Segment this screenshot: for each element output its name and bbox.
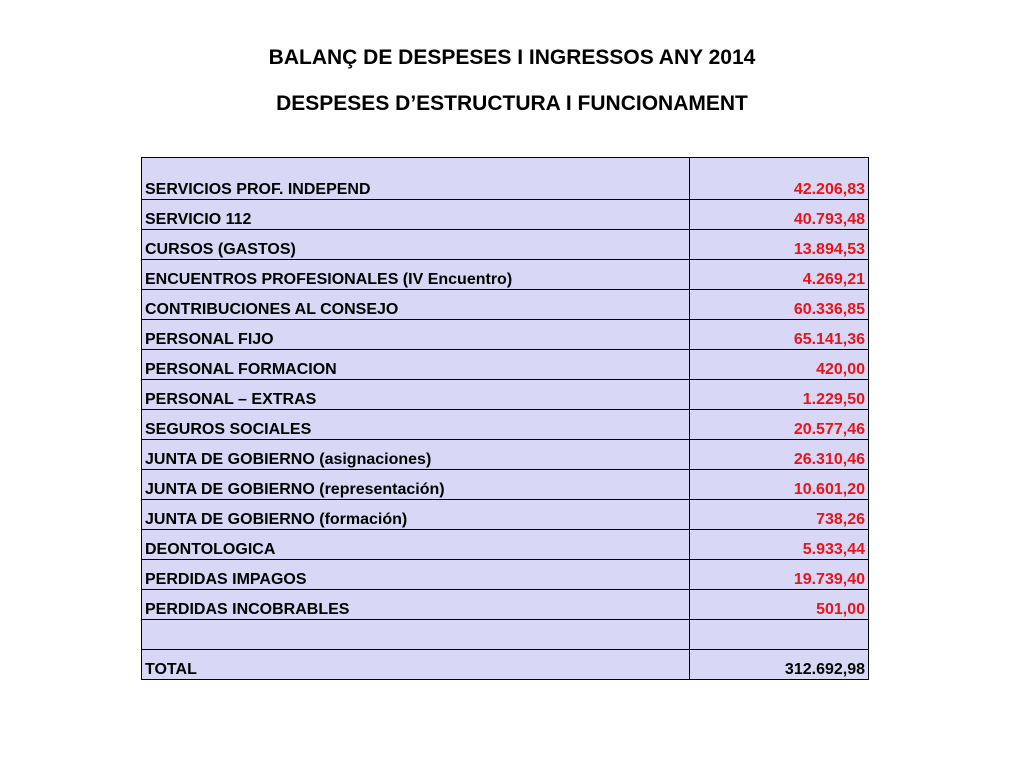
concept-cell bbox=[142, 620, 690, 650]
table-row bbox=[142, 200, 869, 230]
concept-cell: ENCUENTROS PROFESIONALES (IV Encuentro) bbox=[142, 260, 690, 290]
table-row bbox=[142, 470, 869, 500]
total-label: TOTAL bbox=[142, 650, 690, 680]
amount-cell: 65.141,36 bbox=[690, 320, 869, 350]
table-row bbox=[142, 290, 869, 320]
table-row bbox=[142, 380, 869, 410]
amount-cell: 19.739,40 bbox=[690, 560, 869, 590]
table-row bbox=[142, 560, 869, 590]
amount-cell: 420,00 bbox=[690, 350, 869, 380]
amount-cell: 20.577,46 bbox=[690, 410, 869, 440]
total-amount: 312.692,98 bbox=[690, 650, 869, 680]
concept-cell: SERVICIO 112 bbox=[142, 200, 690, 230]
amount-cell: 26.310,46 bbox=[690, 440, 869, 470]
table-row bbox=[142, 230, 869, 260]
concept-cell: JUNTA DE GOBIERNO (formación) bbox=[142, 500, 690, 530]
concept-cell: PERDIDAS IMPAGOS bbox=[142, 560, 690, 590]
concept-cell: PERSONAL – EXTRAS bbox=[142, 380, 690, 410]
amount-cell: 1.229,50 bbox=[690, 380, 869, 410]
total-row bbox=[142, 650, 869, 680]
expense-table bbox=[141, 157, 869, 680]
amount-cell: 4.269,21 bbox=[690, 260, 869, 290]
amount-cell: 42.206,83 bbox=[690, 158, 869, 200]
concept-cell: PERSONAL FORMACION bbox=[142, 350, 690, 380]
amount-cell: 60.336,85 bbox=[690, 290, 869, 320]
concept-cell: PERDIDAS INCOBRABLES bbox=[142, 590, 690, 620]
concept-cell: SERVICIOS PROF. INDEPEND bbox=[142, 158, 690, 200]
expense-table-container bbox=[141, 157, 869, 680]
table-row bbox=[142, 530, 869, 560]
table-row bbox=[142, 260, 869, 290]
amount-cell: 5.933,44 bbox=[690, 530, 869, 560]
concept-cell: JUNTA DE GOBIERNO (representación) bbox=[142, 470, 690, 500]
concept-cell: PERSONAL FIJO bbox=[142, 320, 690, 350]
amount-cell: 40.793,48 bbox=[690, 200, 869, 230]
concept-cell: DEONTOLOGICA bbox=[142, 530, 690, 560]
amount-cell: 738,26 bbox=[690, 500, 869, 530]
title-line-1: BALANÇ DE DESPESES I INGRESSOS ANY 2014 bbox=[268, 46, 756, 69]
concept-cell: CURSOS (GASTOS) bbox=[142, 230, 690, 260]
table-row bbox=[142, 158, 869, 200]
concept-cell: SEGUROS SOCIALES bbox=[142, 410, 690, 440]
concept-cell: JUNTA DE GOBIERNO (asignaciones) bbox=[142, 440, 690, 470]
table-row bbox=[142, 410, 869, 440]
table-row bbox=[142, 350, 869, 380]
amount-cell bbox=[690, 620, 869, 650]
table-row bbox=[142, 320, 869, 350]
amount-cell: 501,00 bbox=[690, 590, 869, 620]
amount-cell: 10.601,20 bbox=[690, 470, 869, 500]
title-line-2: DESPESES D’ESTRUCTURA I FUNCIONAMENT bbox=[276, 92, 748, 115]
empty-row bbox=[142, 620, 869, 650]
table-row bbox=[142, 590, 869, 620]
table-row bbox=[142, 440, 869, 470]
amount-cell: 13.894,53 bbox=[690, 230, 869, 260]
table-row bbox=[142, 500, 869, 530]
concept-cell: CONTRIBUCIONES AL CONSEJO bbox=[142, 290, 690, 320]
